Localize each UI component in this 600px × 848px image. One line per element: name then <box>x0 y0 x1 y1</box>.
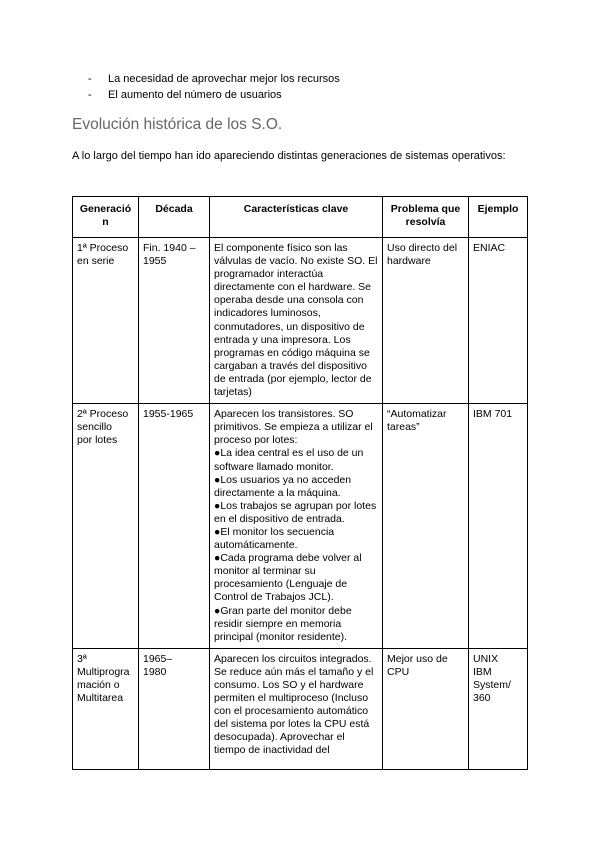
os-generations-table <box>72 196 528 770</box>
cell-decade: 1965– 1980 <box>139 648 210 769</box>
cell-generation: 3ª Multiprogra mación o Multitarea <box>73 648 139 769</box>
cell-decade: 1955-1965 <box>139 404 210 649</box>
section-title: Evolución histórica de los S.O. <box>72 116 283 133</box>
features-bullet: ●Los trabajos se agrupan por lotes en el dispositivo de entrada. <box>214 499 377 525</box>
header-decade: Década <box>139 197 210 238</box>
intro-paragraph: A lo largo del tiempo han ido apareciendo distintas generaciones de sistemas operativos: <box>72 150 506 162</box>
header-example: Ejemplo <box>469 197 528 238</box>
cell-features: El componente físico son las válvulas de vacío. No existe SO. El programador interactúa directamente con el hardware. Se operaba desde una consola con indicadores luminosos, conmutadores, un dispositivo de entrada y una impresora. Los programas en código máquina se cargaban a través del dispositivo de entrada (por ejemplo, lector de tarjetas) <box>210 238 383 404</box>
features-intro: Aparecen los transistores. SO primitivos. Se empieza a utilizar el proceso por lotes: <box>214 408 373 447</box>
cell-problem: Mejor uso de CPU <box>383 648 469 769</box>
bullet-list <box>88 71 340 103</box>
header-features: Características clave <box>210 197 383 238</box>
cell-example: UNIX IBM System/ 360 <box>469 648 528 769</box>
cell-decade: Fin. 1940 – 1955 <box>139 238 210 404</box>
bullet-text: El aumento del número de usuarios <box>108 89 282 101</box>
cell-generation: 1ª Proceso en serie <box>73 238 139 404</box>
cell-problem: “Automatizar tareas” <box>383 404 469 649</box>
bullet-dash: - <box>88 73 92 85</box>
list-item <box>88 87 340 103</box>
features-bullet: ●Gran parte del monitor debe residir siempre en memoria principal (monitor residente). <box>214 604 352 643</box>
cell-example: ENIAC <box>469 238 528 404</box>
features-bullet: ●Los usuarios ya no acceden directamente a la máquina. <box>214 473 352 499</box>
cell-generation: 2ª Proceso sencillo por lotes <box>73 404 139 649</box>
cell-example: IBM 701 <box>469 404 528 649</box>
table-row <box>73 648 528 769</box>
features-bullet: ●Cada programa debe volver al monitor al terminar su procesamiento (Lenguaje de Control de Trabajos JCL). <box>214 552 362 604</box>
table-header-row <box>73 197 528 238</box>
header-generation: Generació n <box>73 197 139 238</box>
cell-problem: Uso directo del hardware <box>383 238 469 404</box>
cell-features: Aparecen los circuitos integrados. Se reduce aún más el tamaño y el consumo. Los SO y el hardware permiten el multiproceso (Incluso con el procesamiento automático del sistema por lotes la CPU está desocupada). Aprovechar el tiempo de inactividad del <box>210 648 383 769</box>
features-bullet: ●La idea central es el uso de un software llamado monitor. <box>214 447 364 473</box>
table-row <box>73 238 528 404</box>
list-item <box>88 71 340 87</box>
header-problem: Problema que resolvía <box>383 197 469 238</box>
features-bullet: ●El monitor los secuencia automáticamente. <box>214 525 335 552</box>
bullet-dash: - <box>88 89 92 101</box>
bullet-text: La necesidad de aprovechar mejor los recursos <box>108 73 340 85</box>
cell-features <box>210 404 383 649</box>
table-row <box>73 404 528 649</box>
